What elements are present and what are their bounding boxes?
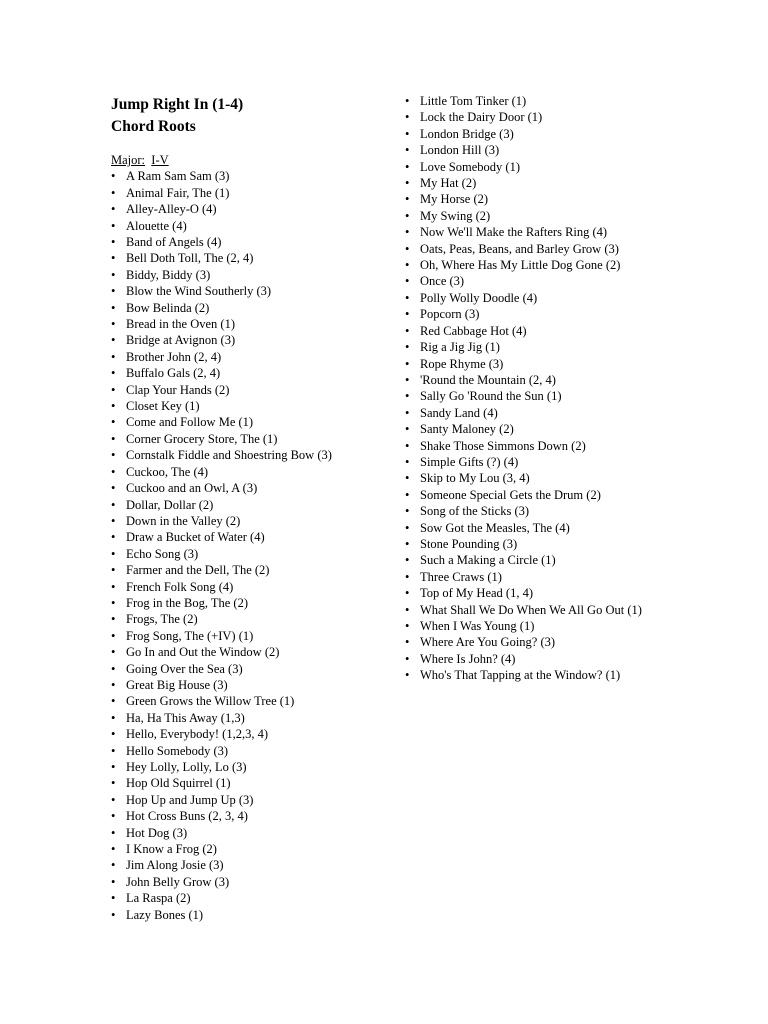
song-list-item <box>111 825 371 841</box>
bullet-point: • <box>111 694 116 709</box>
bullet-point: • <box>405 504 410 519</box>
bullet-point: • <box>405 471 410 486</box>
bullet-point: • <box>405 225 410 240</box>
bullet-point: • <box>111 415 116 430</box>
song-list-item <box>111 775 371 791</box>
song-list-item <box>405 585 660 601</box>
song-list-item <box>111 414 371 430</box>
bullet-point: • <box>405 635 410 650</box>
bullet-point: • <box>405 389 410 404</box>
song-list-item <box>111 579 371 595</box>
bullet-point: • <box>405 241 410 256</box>
song-title: Great Big House (3) <box>126 677 228 692</box>
song-title: Three Craws (1) <box>420 569 502 584</box>
bullet-point: • <box>111 612 116 627</box>
song-title: Biddy, Biddy (3) <box>126 267 211 282</box>
bullet-point: • <box>111 481 116 496</box>
song-title: Bread in the Oven (1) <box>126 317 235 332</box>
song-list-item <box>111 644 371 660</box>
bullet-point: • <box>111 300 116 315</box>
song-title: Lazy Bones (1) <box>126 907 204 922</box>
song-list-item <box>405 405 660 421</box>
bullet-point: • <box>111 497 116 512</box>
song-list-item <box>405 175 660 191</box>
song-list-item <box>405 454 660 470</box>
bullet-point: • <box>405 356 410 371</box>
song-list-item <box>405 503 660 519</box>
bullet-point: • <box>405 143 410 158</box>
bullet-point: • <box>111 235 116 250</box>
song-title: Oats, Peas, Beans, and Barley Grow (3) <box>420 241 619 256</box>
song-title: Dollar, Dollar (2) <box>126 497 214 512</box>
bullet-point: • <box>111 661 116 676</box>
song-title: Hello Somebody (3) <box>126 743 229 758</box>
song-list-right <box>405 93 660 684</box>
song-list-item <box>405 159 660 175</box>
song-title: Alley-Alley-O (4) <box>126 202 217 217</box>
song-title: Stone Pounding (3) <box>420 536 518 551</box>
bullet-point: • <box>111 317 116 332</box>
song-title: I Know a Frog (2) <box>126 842 217 857</box>
bullet-point: • <box>111 399 116 414</box>
song-title: Someone Special Gets the Drum (2) <box>420 487 601 502</box>
song-title: Lock the Dairy Door (1) <box>420 110 543 125</box>
bullet-point: • <box>111 251 116 266</box>
song-title: Animal Fair, The (1) <box>126 185 230 200</box>
song-list-item <box>111 513 371 529</box>
song-title: My Horse (2) <box>420 192 489 207</box>
song-list-item <box>405 224 660 240</box>
song-title: Hot Dog (3) <box>126 825 188 840</box>
bullet-point: • <box>405 340 410 355</box>
bullet-point: • <box>111 448 116 463</box>
song-title: Love Somebody (1) <box>420 159 520 174</box>
song-title: Such a Making a Circle (1) <box>420 553 556 568</box>
song-title: Rope Rhyme (3) <box>420 356 504 371</box>
song-title: Brother John (2, 4) <box>126 349 222 364</box>
song-list-item <box>405 667 660 683</box>
song-list-item <box>111 890 371 906</box>
song-title: Cuckoo, The (4) <box>126 464 209 479</box>
song-list-item <box>405 241 660 257</box>
bullet-point: • <box>405 487 410 502</box>
song-title: Closet Key (1) <box>126 399 200 414</box>
song-title: Popcorn (3) <box>420 307 480 322</box>
song-list-item <box>111 267 371 283</box>
bullet-point: • <box>111 907 116 922</box>
song-list-item <box>405 126 660 142</box>
song-title: Come and Follow Me (1) <box>126 415 254 430</box>
song-list-item <box>111 841 371 857</box>
song-title: A Ram Sam Sam (3) <box>126 169 230 184</box>
song-list-item <box>111 792 371 808</box>
song-title: Song of the Sticks (3) <box>420 504 530 519</box>
bullet-point: • <box>405 258 410 273</box>
song-title: Sow Got the Measles, The (4) <box>420 520 570 535</box>
bullet-point: • <box>111 792 116 807</box>
bullet-point: • <box>405 176 410 191</box>
document-subtitle: Chord Roots <box>111 118 196 135</box>
song-list-item <box>405 569 660 585</box>
bullet-point: • <box>111 366 116 381</box>
bullet-point: • <box>405 651 410 666</box>
bullet-point: • <box>405 110 410 125</box>
song-list-item <box>405 323 660 339</box>
bullet-point: • <box>111 825 116 840</box>
song-title: Bridge at Avignon (3) <box>126 333 236 348</box>
song-list-item <box>405 306 660 322</box>
song-title: Alouette (4) <box>126 218 187 233</box>
song-title: Bell Doth Toll, The (2, 4) <box>126 251 254 266</box>
song-title: Bow Belinda (2) <box>126 300 210 315</box>
song-title: Hey Lolly, Lolly, Lo (3) <box>126 760 247 775</box>
song-title: Polly Wolly Doodle (4) <box>420 290 538 305</box>
song-list-item <box>111 693 371 709</box>
song-list-item <box>111 218 371 234</box>
song-title: Simple Gifts (?) (4) <box>420 454 519 469</box>
bullet-point: • <box>405 454 410 469</box>
document-title: Jump Right In (1-4) <box>111 96 244 113</box>
bullet-point: • <box>111 743 116 758</box>
song-list-item <box>111 185 371 201</box>
song-title: Sandy Land (4) <box>420 405 498 420</box>
song-title: Who's That Tapping at the Window? (1) <box>420 668 621 683</box>
song-list-item <box>405 257 660 273</box>
song-list-item <box>405 208 660 224</box>
bullet-point: • <box>405 405 410 420</box>
bullet-point: • <box>405 619 410 633</box>
song-list-item <box>111 398 371 414</box>
bullet-point: • <box>405 372 410 387</box>
song-list-item <box>405 290 660 306</box>
song-title: Ha, Ha This Away (1,3) <box>126 710 245 725</box>
song-list-item <box>405 273 660 289</box>
song-list-item <box>111 464 371 480</box>
bullet-point: • <box>111 431 116 446</box>
bullet-point: • <box>111 645 116 660</box>
song-title: Jim Along Josie (3) <box>126 858 224 873</box>
song-title: Buffalo Gals (2, 4) <box>126 366 221 381</box>
song-list-item <box>111 234 371 250</box>
song-title: La Raspa (2) <box>126 891 191 906</box>
bullet-point: • <box>111 464 116 479</box>
song-list-item <box>111 283 371 299</box>
bullet-point: • <box>111 760 116 775</box>
title-block <box>111 94 371 138</box>
category-label: Major: <box>111 153 146 167</box>
bullet-point: • <box>111 267 116 282</box>
song-title: Blow the Wind Southerly (3) <box>126 284 272 299</box>
song-title: Hello, Everybody! (1,2,3, 4) <box>126 727 268 742</box>
song-title: Where Is John? (4) <box>420 651 516 666</box>
song-list-left <box>111 168 371 923</box>
bullet-point: • <box>405 192 410 207</box>
song-title: Green Grows the Willow Tree (1) <box>126 694 295 709</box>
song-list-item <box>405 520 660 536</box>
song-list-item <box>111 808 371 824</box>
bullet-point: • <box>111 563 116 578</box>
song-title: Red Cabbage Hot (4) <box>420 323 527 338</box>
song-list-item <box>405 388 660 404</box>
song-title: London Bridge (3) <box>420 126 514 141</box>
bullet-point: • <box>405 126 410 141</box>
bullet-point: • <box>111 349 116 364</box>
song-title: Shake Those Simmons Down (2) <box>420 438 586 453</box>
song-list-item <box>111 726 371 742</box>
song-list-item <box>111 611 371 627</box>
song-list-item <box>111 332 371 348</box>
song-title: Once (3) <box>420 274 465 289</box>
song-list-item <box>405 93 660 109</box>
song-list-item <box>405 470 660 486</box>
song-title: Where Are You Going? (3) <box>420 635 556 650</box>
song-title: Santy Maloney (2) <box>420 422 514 437</box>
song-list-item <box>405 602 660 618</box>
bullet-point: • <box>111 530 116 545</box>
bullet-point: • <box>111 333 116 348</box>
song-title: Farmer and the Dell, The (2) <box>126 563 270 578</box>
bullet-point: • <box>405 520 410 535</box>
song-list-item <box>405 372 660 388</box>
song-list-item <box>111 168 371 184</box>
bullet-point: • <box>405 307 410 322</box>
song-title: Frog in the Bog, The (2) <box>126 595 248 610</box>
song-list-item <box>111 628 371 644</box>
song-list-item <box>111 759 371 775</box>
song-title: Go In and Out the Window (2) <box>126 645 280 660</box>
song-list-item <box>111 661 371 677</box>
bullet-point: • <box>111 218 116 233</box>
song-title: Little Tom Tinker (1) <box>420 94 527 108</box>
song-list-item <box>405 618 660 634</box>
bullet-point: • <box>405 159 410 174</box>
song-list-item <box>111 316 371 332</box>
category-heading <box>111 152 169 168</box>
bullet-point: • <box>111 546 116 561</box>
bullet-point: • <box>111 284 116 299</box>
song-list-item <box>405 356 660 372</box>
song-list-item <box>405 487 660 503</box>
song-title: Rig a Jig Jig (1) <box>420 340 500 355</box>
bullet-point: • <box>111 382 116 397</box>
bullet-point: • <box>405 422 410 437</box>
song-list-item <box>111 497 371 513</box>
song-title: Band of Angels (4) <box>126 235 222 250</box>
bullet-point: • <box>405 586 410 601</box>
song-list-item <box>405 552 660 568</box>
song-title: Skip to My Lou (3, 4) <box>420 471 530 486</box>
song-title: Hot Cross Buns (2, 3, 4) <box>126 809 248 824</box>
song-list-item <box>405 634 660 650</box>
song-list-item <box>111 431 371 447</box>
song-list-item <box>111 382 371 398</box>
bullet-point: • <box>111 628 116 643</box>
song-title: Echo Song (3) <box>126 546 199 561</box>
song-title: John Belly Grow (3) <box>126 874 230 889</box>
bullet-point: • <box>111 874 116 889</box>
song-title: Hop Up and Jump Up (3) <box>126 792 254 807</box>
song-title: Hop Old Squirrel (1) <box>126 776 231 791</box>
bullet-point: • <box>111 202 116 217</box>
song-list-item <box>111 480 371 496</box>
bullet-point: • <box>405 602 410 617</box>
bullet-point: • <box>111 595 116 610</box>
bullet-point: • <box>405 438 410 453</box>
song-title: Top of My Head (1, 4) <box>420 586 533 601</box>
song-title: Sally Go 'Round the Sun (1) <box>420 389 562 404</box>
bullet-point: • <box>111 776 116 791</box>
song-title: Cornstalk Fiddle and Shoestring Bow (3) <box>126 448 332 463</box>
song-title: Frog Song, The (+IV) (1) <box>126 628 254 643</box>
song-list-item <box>111 250 371 266</box>
song-list-item <box>405 536 660 552</box>
bullet-point: • <box>405 290 410 305</box>
bullet-point: • <box>111 710 116 725</box>
bullet-point: • <box>111 809 116 824</box>
song-title: My Hat (2) <box>420 176 477 191</box>
bullet-point: • <box>111 727 116 742</box>
song-list-item <box>111 562 371 578</box>
bullet-point: • <box>111 185 116 200</box>
song-list-item <box>111 349 371 365</box>
bullet-point: • <box>405 274 410 289</box>
song-title: My Swing (2) <box>420 208 491 223</box>
bullet-point: • <box>111 842 116 857</box>
song-title: Corner Grocery Store, The (1) <box>126 431 278 446</box>
song-list-item <box>111 677 371 693</box>
song-title: What Shall We Do When We All Go Out (1) <box>420 602 642 617</box>
song-title: Now We'll Make the Rafters Ring (4) <box>420 225 608 240</box>
song-list-item <box>111 907 371 923</box>
song-list-item <box>111 743 371 759</box>
song-list-item <box>111 710 371 726</box>
song-title: 'Round the Mountain (2, 4) <box>420 372 556 387</box>
song-title: Draw a Bucket of Water (4) <box>126 530 265 545</box>
bullet-point: • <box>111 169 116 184</box>
song-list-item <box>111 857 371 873</box>
bullet-point: • <box>405 94 410 108</box>
song-list-item <box>111 201 371 217</box>
song-list-item <box>405 421 660 437</box>
bullet-point: • <box>405 208 410 223</box>
song-title: French Folk Song (4) <box>126 579 234 594</box>
bullet-point: • <box>405 536 410 551</box>
song-title: Down in the Valley (2) <box>126 513 241 528</box>
song-list-item <box>111 874 371 890</box>
song-list-item <box>405 142 660 158</box>
song-list-item <box>405 651 660 667</box>
song-title: London Hill (3) <box>420 143 500 158</box>
bullet-point: • <box>111 677 116 692</box>
song-list-item <box>405 339 660 355</box>
bullet-point: • <box>405 668 410 683</box>
bullet-point: • <box>111 858 116 873</box>
bullet-point: • <box>111 579 116 594</box>
song-list-item <box>111 529 371 545</box>
bullet-point: • <box>111 513 116 528</box>
song-list-item <box>405 109 660 125</box>
bullet-point: • <box>111 891 116 906</box>
song-list-item <box>111 447 371 463</box>
song-title: Cuckoo and an Owl, A (3) <box>126 481 258 496</box>
song-title: Oh, Where Has My Little Dog Gone (2) <box>420 258 621 273</box>
song-list-item <box>405 438 660 454</box>
song-list-item <box>111 365 371 381</box>
bullet-point: • <box>405 553 410 568</box>
song-title: Clap Your Hands (2) <box>126 382 230 397</box>
song-list-item <box>111 300 371 316</box>
bullet-point: • <box>405 569 410 584</box>
song-title: Frogs, The (2) <box>126 612 198 627</box>
song-title: When I Was Young (1) <box>420 619 535 633</box>
category-value: I-V <box>151 153 169 167</box>
bullet-point: • <box>405 323 410 338</box>
song-list-item <box>111 546 371 562</box>
song-list-item <box>405 191 660 207</box>
song-list-item <box>111 595 371 611</box>
song-title: Going Over the Sea (3) <box>126 661 243 676</box>
